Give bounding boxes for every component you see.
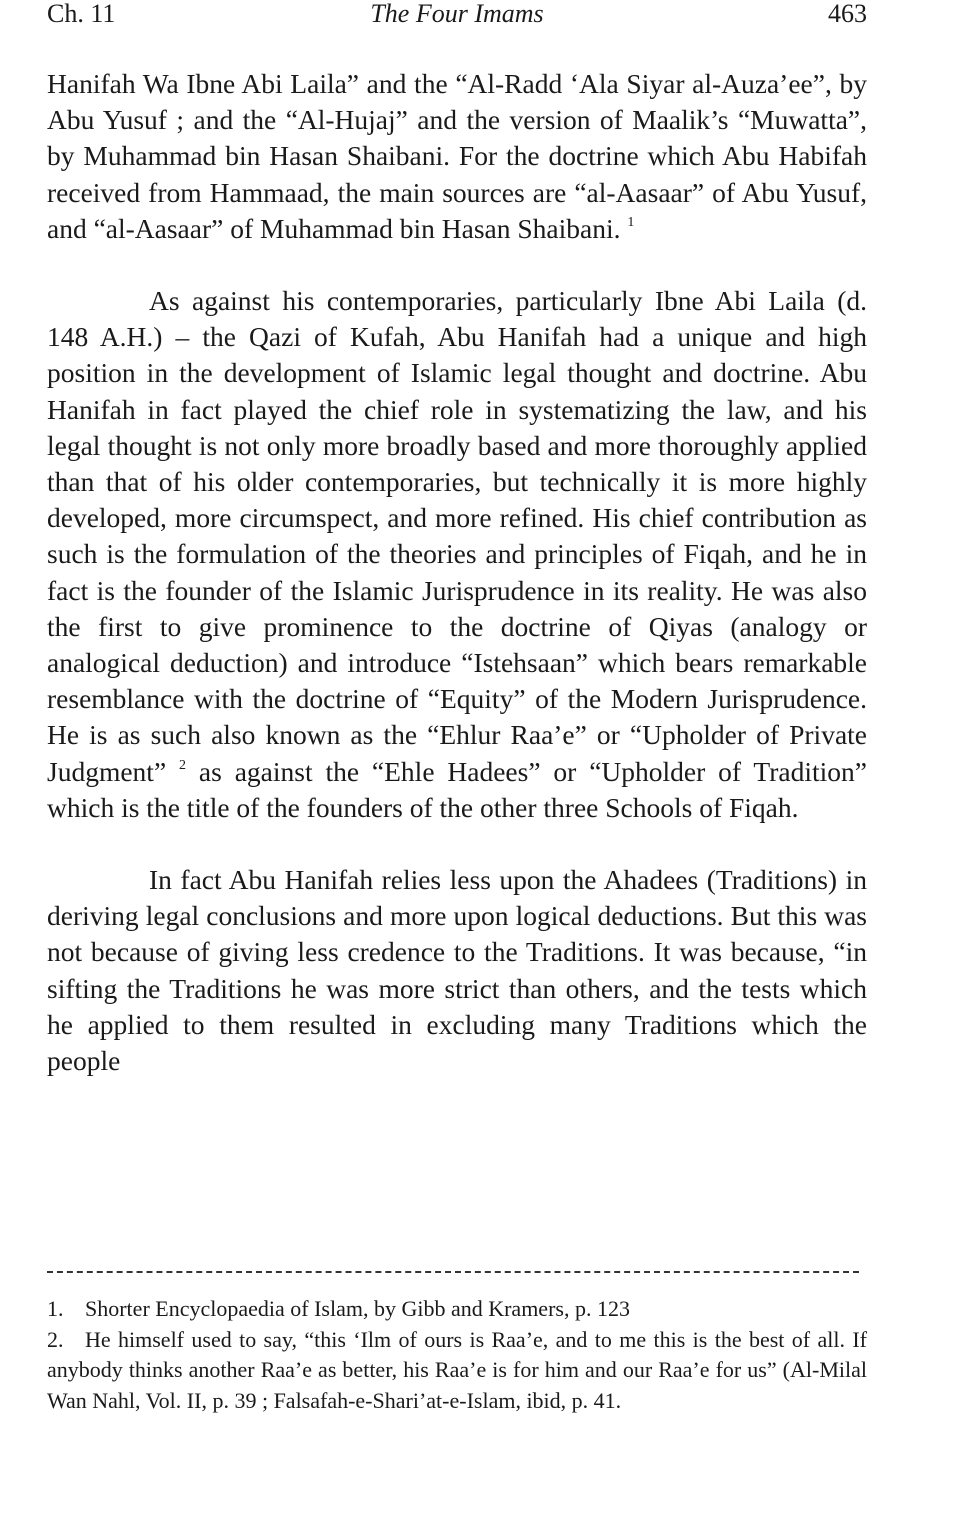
book-title: The Four Imams bbox=[370, 0, 544, 28]
footnote-divider bbox=[47, 1271, 859, 1273]
paragraph-3-text: In fact Abu Hanifah relies less upon the Ahadees (Traditions) in deriving legal conclusions and more upon logical deductions. But this was not because of giving less credence to the Traditions. It was because, “in sifting the Traditions he was more strict than others, and the tests which he applied to them resulted in excluding many Traditions which the people bbox=[47, 864, 867, 1077]
paragraph-1-text: Hanifah Wa Ibne Abi Laila” and the “Al-Radd ‘Ala Siyar al-Auza’ee”, by Abu Yusuf ; and the “Al-Hujaj” and the version of Maalik’s “Muwatta”, by Muhammad bin Hasan Shaibani. For the doctrine which Abu Habifah received from Hammaad, the main sources are “al-Aasaar” of Abu Yusuf, and “al-Aasaar” of Muhammad bin Hasan Shaibani. bbox=[47, 68, 867, 244]
footnote-1-number: 1. bbox=[47, 1296, 64, 1321]
paragraph-2-text-before: As against his contemporaries, particularly Ibne Abi Laila (d. 148 A.H.) – the Qazi of Kufah, Abu Hanifah had a unique and high position in the development of Islamic legal thought and doctrine. Abu Hanifah in fact played the chief role in systematizing the law, and his legal thought is not only more broadly based and more thoroughly applied than that of his older contemporaries, but technically it is more highly developed, more circumspect, and more refined. His chief contribution as such is the formulation of the theories and principles of Fiqah, and he in fact is the founder of the Islamic Jurisprudence in its reality. He was also the first to give prominence to the doctrine of Qiyas (analogy or analogical deduction) and introduce “Istehsaan” which bears remarkable resemblance with the doctrine of “Equity” of the Modern Jurisprudence. He is as such also known as the “Ehlur Raa’e” or “Upholder of Private Judgment” bbox=[47, 285, 867, 787]
running-header bbox=[47, 0, 867, 32]
paragraph-2-text-after: as against the “Ehle Hadees” or “Upholder of Tradition” which is the title of the founders of the other three Schools of Fiqah. bbox=[47, 755, 867, 823]
paragraph-1 bbox=[47, 66, 867, 247]
footnotes bbox=[47, 1294, 867, 1416]
book-page bbox=[47, 0, 867, 1079]
footnote-ref-2: 2 bbox=[179, 757, 187, 773]
chapter-label: Ch. 11 bbox=[47, 0, 116, 28]
paragraph-3 bbox=[47, 862, 867, 1079]
page-number: 463 bbox=[828, 0, 867, 28]
footnote-ref-1: 1 bbox=[627, 214, 635, 230]
paragraph-2 bbox=[47, 283, 867, 826]
footnote-1-text: Shorter Encyclopaedia of Islam, by Gibb and Kramers, p. 123 bbox=[85, 1296, 630, 1321]
body-text bbox=[47, 66, 867, 1079]
footnote-2-number: 2. bbox=[47, 1326, 64, 1352]
footnote-2-text: He himself used to say, “this ‘Ilm of ours is Raa’e, and to me this is the best of all. If anybody thinks another Raa’e as better, his Raa’e is for him and our Raa’e for us” (Al-Milal Wan Nahl, Vol. II, p. 39 ; Falsafah-e-Shari’at-e-Islam, ibid, p. 41. bbox=[47, 1326, 867, 1413]
footnote-2 bbox=[47, 1325, 867, 1417]
footnote-1 bbox=[47, 1294, 867, 1325]
